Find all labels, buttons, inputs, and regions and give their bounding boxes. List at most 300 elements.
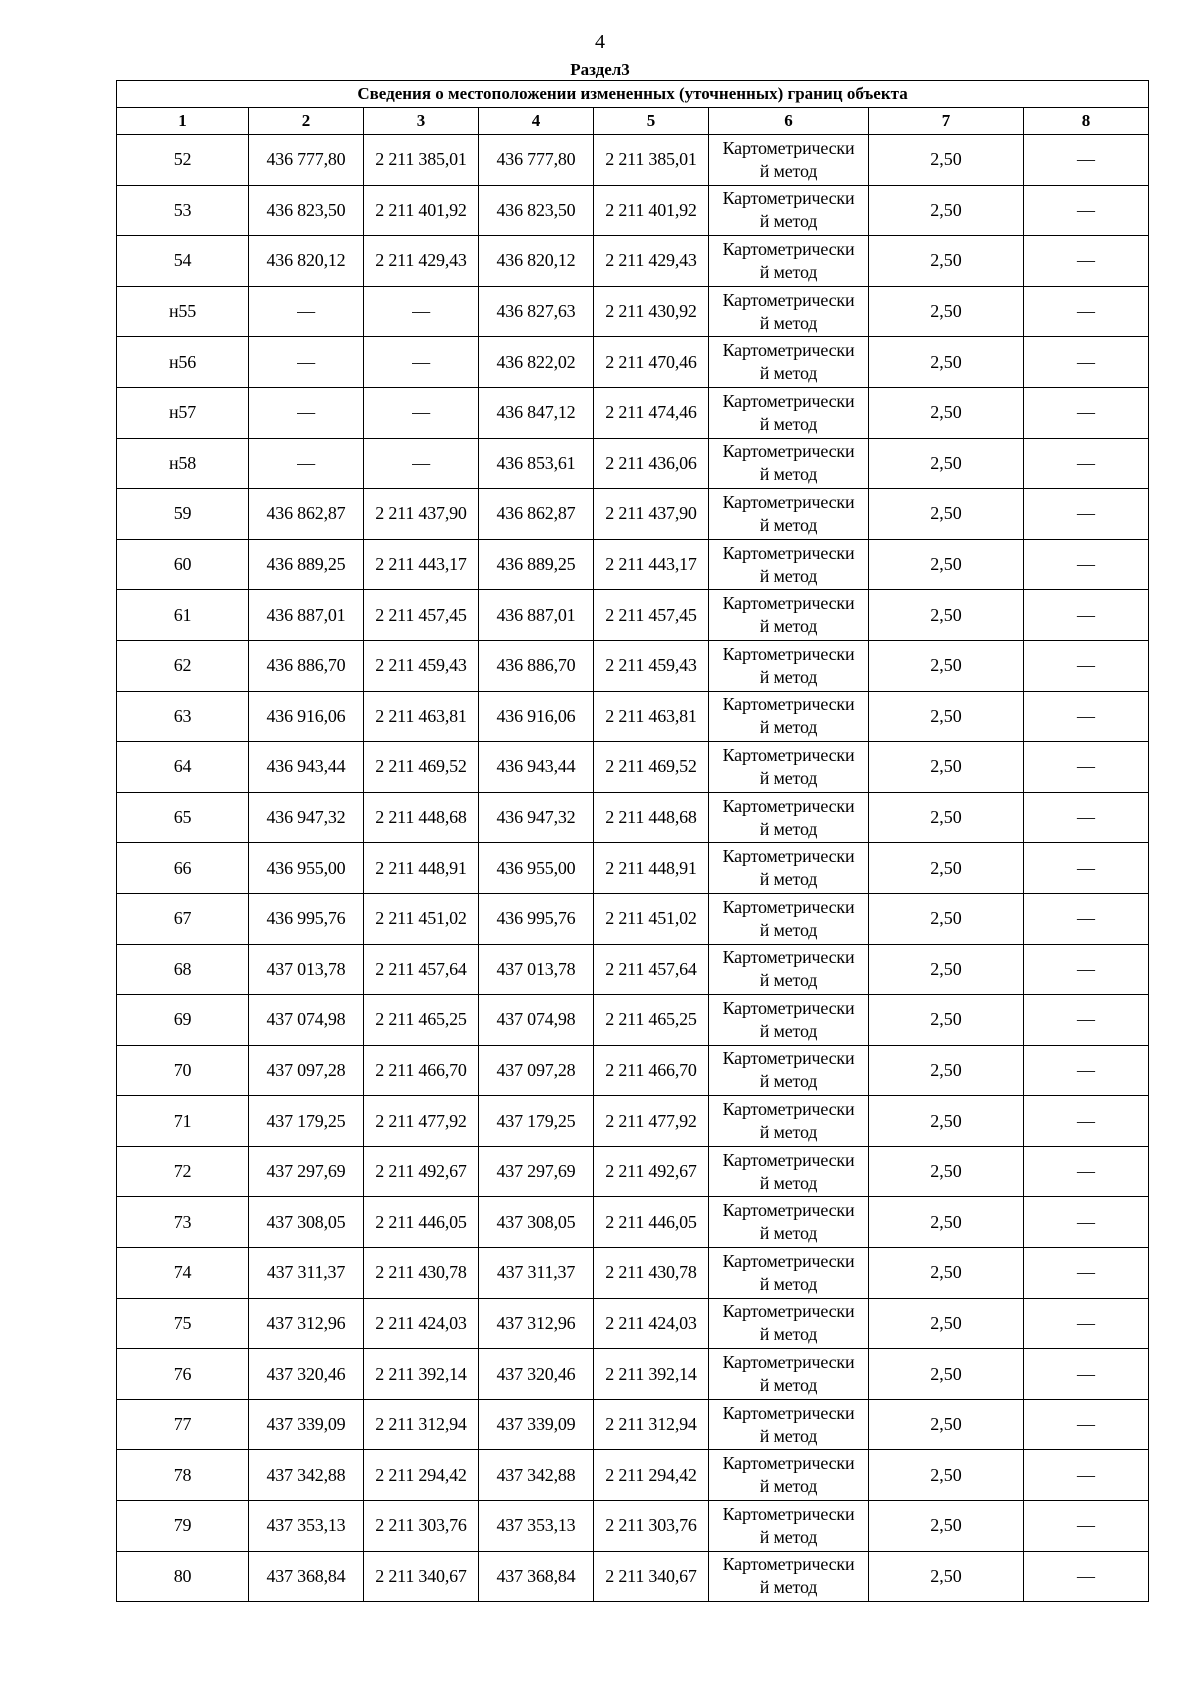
note-cell: —	[1024, 1450, 1149, 1501]
x-refined-cell: 437 342,88	[479, 1450, 594, 1501]
y-refined-cell: 2 211 477,92	[594, 1096, 709, 1147]
x-existing-cell: 437 013,78	[249, 944, 364, 995]
note-cell: —	[1024, 489, 1149, 540]
method-line-1: Картометрически	[722, 1250, 855, 1271]
boundary-coordinates-table	[116, 80, 1149, 1602]
table-row	[117, 995, 1149, 1046]
table-row	[117, 286, 1149, 337]
table-row	[117, 691, 1149, 742]
table-row	[117, 893, 1149, 944]
method-line-2: й метод	[759, 1526, 818, 1547]
y-existing-cell: 2 211 401,92	[364, 185, 479, 236]
x-refined-cell: 437 297,69	[479, 1146, 594, 1197]
method-line-1: Картометрически	[722, 188, 855, 209]
method-line-2: й метод	[759, 211, 818, 232]
point-number-cell: 59	[117, 489, 249, 540]
x-existing-cell: 437 368,84	[249, 1551, 364, 1602]
x-existing-cell: 437 308,05	[249, 1197, 364, 1248]
table-row	[117, 489, 1149, 540]
table-row	[117, 387, 1149, 438]
column-number-row	[117, 108, 1149, 135]
y-refined-cell: 2 211 457,64	[594, 944, 709, 995]
table-caption-row	[117, 81, 1149, 108]
y-refined-cell: 2 211 312,94	[594, 1399, 709, 1450]
y-refined-cell: 2 211 446,05	[594, 1197, 709, 1248]
method-cell	[709, 1399, 869, 1450]
accuracy-cell: 2,50	[869, 1501, 1024, 1552]
table-row	[117, 742, 1149, 793]
method-line-2: й метод	[759, 565, 818, 586]
note-cell: —	[1024, 590, 1149, 641]
x-refined-cell: 437 074,98	[479, 995, 594, 1046]
method-line-1: Картометрически	[722, 1352, 855, 1373]
method-line-2: й метод	[759, 1071, 818, 1092]
y-existing-cell: 2 211 424,03	[364, 1298, 479, 1349]
y-existing-cell: 2 211 448,91	[364, 843, 479, 894]
column-number: 8	[1024, 108, 1149, 135]
accuracy-cell: 2,50	[869, 640, 1024, 691]
method-line-1: Картометрически	[722, 491, 855, 512]
x-existing-cell: 436 886,70	[249, 640, 364, 691]
y-existing-cell: 2 211 303,76	[364, 1501, 479, 1552]
method-line-2: й метод	[759, 363, 818, 384]
point-number-cell: н55	[117, 286, 249, 337]
point-number-cell: 52	[117, 135, 249, 186]
method-line-1: Картометрически	[722, 744, 855, 765]
y-refined-cell: 2 211 469,52	[594, 742, 709, 793]
x-existing-cell: 436 777,80	[249, 135, 364, 186]
point-number-cell: 66	[117, 843, 249, 894]
column-number: 7	[869, 108, 1024, 135]
x-existing-cell: 437 353,13	[249, 1501, 364, 1552]
note-cell: —	[1024, 792, 1149, 843]
point-number-cell: 60	[117, 539, 249, 590]
accuracy-cell: 2,50	[869, 1298, 1024, 1349]
y-existing-cell: 2 211 392,14	[364, 1349, 479, 1400]
table-row	[117, 135, 1149, 186]
method-cell	[709, 236, 869, 287]
y-existing-cell: 2 211 446,05	[364, 1197, 479, 1248]
page-number: 4	[595, 31, 605, 53]
method-line-2: й метод	[759, 869, 818, 890]
x-refined-cell: 436 827,63	[479, 286, 594, 337]
method-line-1: Картометрически	[722, 238, 855, 259]
y-existing-cell: 2 211 340,67	[364, 1551, 479, 1602]
method-cell	[709, 337, 869, 388]
y-existing-cell: 2 211 294,42	[364, 1450, 479, 1501]
x-refined-cell: 436 823,50	[479, 185, 594, 236]
method-line-1: Картометрически	[722, 997, 855, 1018]
method-line-1: Картометрически	[722, 1402, 855, 1423]
method-line-1: Картометрически	[722, 1503, 855, 1524]
point-number-cell: 79	[117, 1501, 249, 1552]
accuracy-cell: 2,50	[869, 539, 1024, 590]
y-refined-cell: 2 211 466,70	[594, 1045, 709, 1096]
y-existing-cell: —	[364, 337, 479, 388]
method-line-2: й метод	[759, 1324, 818, 1345]
point-number-cell: 62	[117, 640, 249, 691]
note-cell: —	[1024, 1349, 1149, 1400]
method-line-2: й метод	[759, 1425, 818, 1446]
method-line-2: й метод	[759, 1273, 818, 1294]
y-refined-cell: 2 211 340,67	[594, 1551, 709, 1602]
y-refined-cell: 2 211 463,81	[594, 691, 709, 742]
method-line-2: й метод	[759, 514, 818, 535]
y-refined-cell: 2 211 294,42	[594, 1450, 709, 1501]
point-number-cell: н57	[117, 387, 249, 438]
method-line-1: Картометрически	[722, 694, 855, 715]
y-existing-cell: —	[364, 438, 479, 489]
method-line-1: Картометрически	[722, 1453, 855, 1474]
table-row	[117, 1399, 1149, 1450]
method-cell	[709, 1349, 869, 1400]
table-row	[117, 1248, 1149, 1299]
x-existing-cell: 436 995,76	[249, 893, 364, 944]
y-existing-cell: 2 211 385,01	[364, 135, 479, 186]
method-line-2: й метод	[759, 1020, 818, 1041]
accuracy-cell: 2,50	[869, 1349, 1024, 1400]
note-cell: —	[1024, 236, 1149, 287]
accuracy-cell: 2,50	[869, 843, 1024, 894]
x-existing-cell: 437 339,09	[249, 1399, 364, 1450]
accuracy-cell: 2,50	[869, 742, 1024, 793]
x-existing-cell: 437 312,96	[249, 1298, 364, 1349]
column-number: 3	[364, 108, 479, 135]
note-cell: —	[1024, 742, 1149, 793]
y-refined-cell: 2 211 470,46	[594, 337, 709, 388]
table-row	[117, 185, 1149, 236]
y-refined-cell: 2 211 385,01	[594, 135, 709, 186]
note-cell: —	[1024, 438, 1149, 489]
point-number-cell: 78	[117, 1450, 249, 1501]
method-cell	[709, 742, 869, 793]
column-number: 1	[117, 108, 249, 135]
column-number: 5	[594, 108, 709, 135]
table-row	[117, 590, 1149, 641]
method-cell	[709, 590, 869, 641]
x-existing-cell: 437 311,37	[249, 1248, 364, 1299]
method-line-1: Картометрически	[722, 947, 855, 968]
y-existing-cell: 2 211 469,52	[364, 742, 479, 793]
point-number-cell: 74	[117, 1248, 249, 1299]
method-line-2: й метод	[759, 160, 818, 181]
x-existing-cell: —	[249, 286, 364, 337]
y-refined-cell: 2 211 457,45	[594, 590, 709, 641]
method-cell	[709, 944, 869, 995]
table-row	[117, 1298, 1149, 1349]
x-existing-cell: —	[249, 438, 364, 489]
x-refined-cell: 436 916,06	[479, 691, 594, 742]
x-existing-cell: 436 943,44	[249, 742, 364, 793]
x-refined-cell: 436 943,44	[479, 742, 594, 793]
y-refined-cell: 2 211 436,06	[594, 438, 709, 489]
y-existing-cell: 2 211 437,90	[364, 489, 479, 540]
x-refined-cell: 437 320,46	[479, 1349, 594, 1400]
point-number-cell: 67	[117, 893, 249, 944]
x-refined-cell: 436 820,12	[479, 236, 594, 287]
method-cell	[709, 1298, 869, 1349]
point-number-cell: 64	[117, 742, 249, 793]
y-existing-cell: 2 211 448,68	[364, 792, 479, 843]
x-existing-cell: —	[249, 337, 364, 388]
note-cell: —	[1024, 286, 1149, 337]
y-existing-cell: —	[364, 286, 479, 337]
y-existing-cell: 2 211 465,25	[364, 995, 479, 1046]
y-existing-cell: 2 211 492,67	[364, 1146, 479, 1197]
point-number-cell: 75	[117, 1298, 249, 1349]
method-line-1: Картометрически	[722, 137, 855, 158]
point-number-cell: 73	[117, 1197, 249, 1248]
table-row	[117, 539, 1149, 590]
y-refined-cell: 2 211 474,46	[594, 387, 709, 438]
method-cell	[709, 387, 869, 438]
note-cell: —	[1024, 1045, 1149, 1096]
method-line-2: й метод	[759, 666, 818, 687]
table-row	[117, 640, 1149, 691]
method-line-1: Картометрически	[722, 1048, 855, 1069]
method-line-1: Картометрически	[722, 795, 855, 816]
x-existing-cell: 436 823,50	[249, 185, 364, 236]
y-existing-cell: 2 211 463,81	[364, 691, 479, 742]
column-number: 6	[709, 108, 869, 135]
y-refined-cell: 2 211 424,03	[594, 1298, 709, 1349]
method-cell	[709, 438, 869, 489]
method-cell	[709, 792, 869, 843]
x-refined-cell: 437 179,25	[479, 1096, 594, 1147]
note-cell: —	[1024, 1248, 1149, 1299]
method-line-1: Картометрически	[722, 643, 855, 664]
accuracy-cell: 2,50	[869, 185, 1024, 236]
y-refined-cell: 2 211 401,92	[594, 185, 709, 236]
point-number-cell: 76	[117, 1349, 249, 1400]
y-existing-cell: 2 211 459,43	[364, 640, 479, 691]
accuracy-cell: 2,50	[869, 1146, 1024, 1197]
point-number-cell: н56	[117, 337, 249, 388]
method-line-2: й метод	[759, 413, 818, 434]
column-number: 4	[479, 108, 594, 135]
point-number-cell: 72	[117, 1146, 249, 1197]
accuracy-cell: 2,50	[869, 1248, 1024, 1299]
y-refined-cell: 2 211 448,68	[594, 792, 709, 843]
y-refined-cell: 2 211 303,76	[594, 1501, 709, 1552]
x-existing-cell: —	[249, 387, 364, 438]
note-cell: —	[1024, 1551, 1149, 1602]
table-row	[117, 1096, 1149, 1147]
x-refined-cell: 436 886,70	[479, 640, 594, 691]
note-cell: —	[1024, 1399, 1149, 1450]
note-cell: —	[1024, 337, 1149, 388]
x-existing-cell: 436 862,87	[249, 489, 364, 540]
note-cell: —	[1024, 135, 1149, 186]
method-line-2: й метод	[759, 767, 818, 788]
y-existing-cell: 2 211 451,02	[364, 893, 479, 944]
x-existing-cell: 436 887,01	[249, 590, 364, 641]
accuracy-cell: 2,50	[869, 489, 1024, 540]
accuracy-cell: 2,50	[869, 135, 1024, 186]
method-cell	[709, 1045, 869, 1096]
accuracy-cell: 2,50	[869, 387, 1024, 438]
method-cell	[709, 1248, 869, 1299]
accuracy-cell: 2,50	[869, 1551, 1024, 1602]
accuracy-cell: 2,50	[869, 995, 1024, 1046]
note-cell: —	[1024, 387, 1149, 438]
y-existing-cell: 2 211 477,92	[364, 1096, 479, 1147]
table-row	[117, 337, 1149, 388]
note-cell: —	[1024, 640, 1149, 691]
method-line-2: й метод	[759, 1172, 818, 1193]
method-line-2: й метод	[759, 464, 818, 485]
point-number-cell: 63	[117, 691, 249, 742]
method-cell	[709, 691, 869, 742]
x-existing-cell: 437 320,46	[249, 1349, 364, 1400]
accuracy-cell: 2,50	[869, 1045, 1024, 1096]
y-existing-cell: 2 211 466,70	[364, 1045, 479, 1096]
x-refined-cell: 436 947,32	[479, 792, 594, 843]
x-refined-cell: 437 312,96	[479, 1298, 594, 1349]
accuracy-cell: 2,50	[869, 1197, 1024, 1248]
x-refined-cell: 437 368,84	[479, 1551, 594, 1602]
note-cell: —	[1024, 539, 1149, 590]
point-number-cell: 61	[117, 590, 249, 641]
accuracy-cell: 2,50	[869, 337, 1024, 388]
method-cell	[709, 135, 869, 186]
method-line-2: й метод	[759, 919, 818, 940]
method-cell	[709, 640, 869, 691]
x-refined-cell: 437 308,05	[479, 1197, 594, 1248]
table-caption: Сведения о местоположении измененных (уточненных) границ объекта	[117, 81, 1149, 108]
x-refined-cell: 437 311,37	[479, 1248, 594, 1299]
accuracy-cell: 2,50	[869, 792, 1024, 843]
y-refined-cell: 2 211 443,17	[594, 539, 709, 590]
table-body	[117, 135, 1149, 1602]
x-refined-cell: 436 847,12	[479, 387, 594, 438]
y-refined-cell: 2 211 459,43	[594, 640, 709, 691]
x-existing-cell: 436 889,25	[249, 539, 364, 590]
method-line-1: Картометрически	[722, 593, 855, 614]
method-line-2: й метод	[759, 261, 818, 282]
note-cell: —	[1024, 1096, 1149, 1147]
method-line-1: Картометрически	[722, 1554, 855, 1575]
method-line-1: Картометрически	[722, 846, 855, 867]
method-line-2: й метод	[759, 717, 818, 738]
accuracy-cell: 2,50	[869, 1096, 1024, 1147]
point-number-cell: 70	[117, 1045, 249, 1096]
point-number-cell: 71	[117, 1096, 249, 1147]
y-refined-cell: 2 211 392,14	[594, 1349, 709, 1400]
table-row	[117, 438, 1149, 489]
point-number-cell: 68	[117, 944, 249, 995]
y-existing-cell: 2 211 429,43	[364, 236, 479, 287]
x-existing-cell: 437 342,88	[249, 1450, 364, 1501]
point-number-cell: 80	[117, 1551, 249, 1602]
table-row	[117, 1349, 1149, 1400]
x-refined-cell: 436 822,02	[479, 337, 594, 388]
x-refined-cell: 436 862,87	[479, 489, 594, 540]
method-line-1: Картометрически	[722, 1149, 855, 1170]
accuracy-cell: 2,50	[869, 893, 1024, 944]
y-refined-cell: 2 211 437,90	[594, 489, 709, 540]
x-refined-cell: 437 013,78	[479, 944, 594, 995]
method-line-2: й метод	[759, 312, 818, 333]
note-cell: —	[1024, 893, 1149, 944]
method-line-1: Картометрически	[722, 896, 855, 917]
x-existing-cell: 436 955,00	[249, 843, 364, 894]
note-cell: —	[1024, 1197, 1149, 1248]
y-refined-cell: 2 211 429,43	[594, 236, 709, 287]
method-line-1: Картометрически	[722, 441, 855, 462]
accuracy-cell: 2,50	[869, 944, 1024, 995]
accuracy-cell: 2,50	[869, 1450, 1024, 1501]
point-number-cell: 77	[117, 1399, 249, 1450]
point-number-cell: н58	[117, 438, 249, 489]
table-row	[117, 1146, 1149, 1197]
note-cell: —	[1024, 1298, 1149, 1349]
x-refined-cell: 436 853,61	[479, 438, 594, 489]
table-row	[117, 1450, 1149, 1501]
point-number-cell: 69	[117, 995, 249, 1046]
method-line-1: Картометрически	[722, 289, 855, 310]
y-existing-cell: —	[364, 387, 479, 438]
method-line-2: й метод	[759, 970, 818, 991]
method-cell	[709, 1501, 869, 1552]
accuracy-cell: 2,50	[869, 438, 1024, 489]
method-line-1: Картометрически	[722, 340, 855, 361]
y-existing-cell: 2 211 457,64	[364, 944, 479, 995]
y-refined-cell: 2 211 465,25	[594, 995, 709, 1046]
x-existing-cell: 436 916,06	[249, 691, 364, 742]
y-existing-cell: 2 211 457,45	[364, 590, 479, 641]
x-refined-cell: 437 097,28	[479, 1045, 594, 1096]
x-refined-cell: 436 777,80	[479, 135, 594, 186]
note-cell: —	[1024, 843, 1149, 894]
method-line-1: Картометрически	[722, 542, 855, 563]
x-refined-cell: 436 955,00	[479, 843, 594, 894]
x-existing-cell: 437 179,25	[249, 1096, 364, 1147]
method-cell	[709, 489, 869, 540]
method-cell	[709, 843, 869, 894]
method-line-2: й метод	[759, 818, 818, 839]
table-row	[117, 944, 1149, 995]
method-line-2: й метод	[759, 1375, 818, 1396]
method-cell	[709, 1551, 869, 1602]
note-cell: —	[1024, 1146, 1149, 1197]
table-row	[117, 1501, 1149, 1552]
method-cell	[709, 1096, 869, 1147]
point-number-cell: 53	[117, 185, 249, 236]
point-number-cell: 65	[117, 792, 249, 843]
note-cell: —	[1024, 944, 1149, 995]
column-number: 2	[249, 108, 364, 135]
x-existing-cell: 437 297,69	[249, 1146, 364, 1197]
table-row	[117, 792, 1149, 843]
x-refined-cell: 437 353,13	[479, 1501, 594, 1552]
table-row	[117, 236, 1149, 287]
x-refined-cell: 436 995,76	[479, 893, 594, 944]
method-line-1: Картометрически	[722, 1099, 855, 1120]
y-refined-cell: 2 211 492,67	[594, 1146, 709, 1197]
method-cell	[709, 539, 869, 590]
x-refined-cell: 436 887,01	[479, 590, 594, 641]
table-row	[117, 843, 1149, 894]
y-existing-cell: 2 211 430,78	[364, 1248, 479, 1299]
method-line-2: й метод	[759, 616, 818, 637]
note-cell: —	[1024, 1501, 1149, 1552]
method-line-2: й метод	[759, 1223, 818, 1244]
note-cell: —	[1024, 185, 1149, 236]
method-cell	[709, 1450, 869, 1501]
method-cell	[709, 893, 869, 944]
y-refined-cell: 2 211 430,92	[594, 286, 709, 337]
